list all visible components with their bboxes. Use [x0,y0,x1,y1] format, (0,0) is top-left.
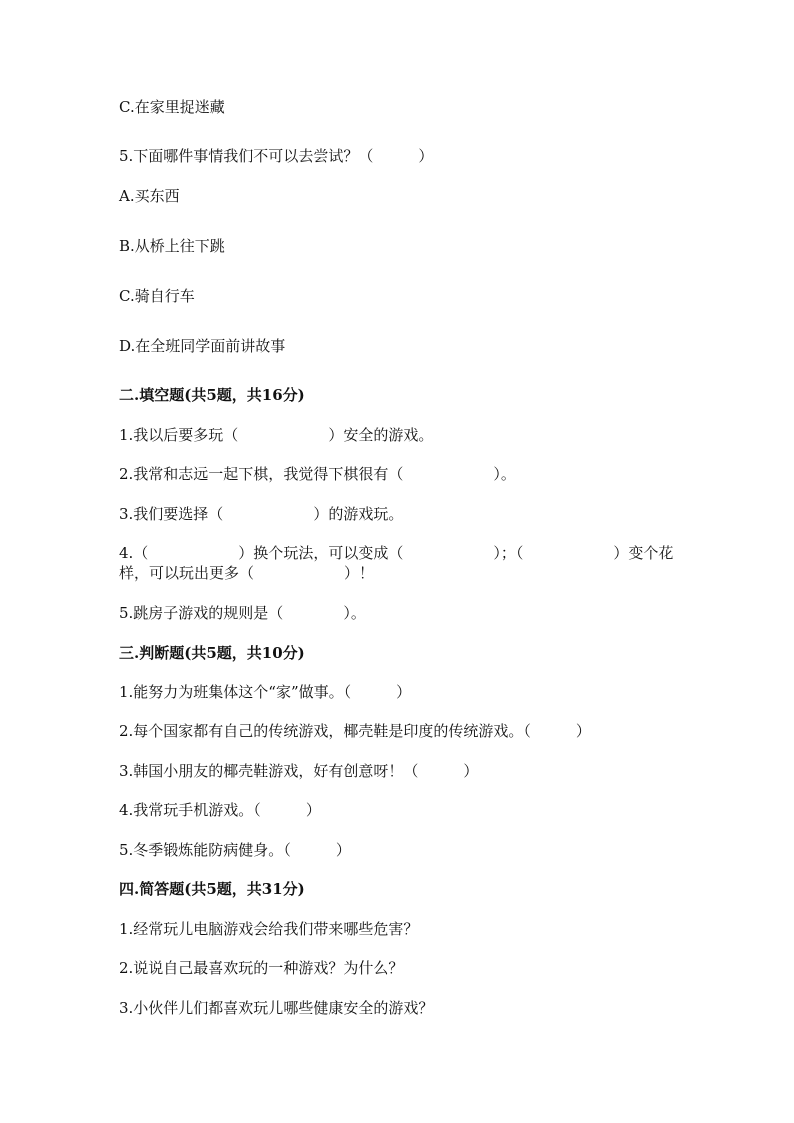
true-false-item-4: 4.我常玩手机游戏。（ ） [119,801,321,819]
short-answer-item-2: 2.说说自己最喜欢玩的一种游戏？为什么？ [119,959,404,977]
q4-option-c: C.在家里捉迷藏 [119,98,225,116]
q5-option-a: A.买东西 [119,187,180,205]
q5-option-b: B.从桥上往下跳 [119,237,225,255]
q5-stem: 5.下面哪件事情我们不可以去尝试？（ ） [119,147,434,165]
short-answer-item-3: 3.小伙伴儿们都喜欢玩儿哪些健康安全的游戏？ [119,999,434,1017]
true-false-item-3: 3.韩国小朋友的椰壳鞋游戏，好有创意呀！（ ） [119,762,479,780]
q5-option-d: D.在全班同学面前讲故事 [119,337,286,355]
fill-blank-item-1: 1.我以后要多玩（ ）安全的游戏。 [119,426,434,444]
true-false-item-2: 2.每个国家都有自己的传统游戏，椰壳鞋是印度的传统游戏。（ ） [119,722,591,740]
short-answer-item-1: 1.经常玩儿电脑游戏会给我们带来哪些危害？ [119,920,419,938]
q5-option-c: C.骑自行车 [119,287,195,305]
fill-blank-item-4: 4.（ ）换个玩法，可以变成（ ）；（ ）变个花样，可以玩出更多（ ）！ [119,544,674,582]
fill-blank-item-5: 5.跳房子游戏的规则是（ ）。 [119,604,366,622]
section-heading-short-answer: 四.简答题(共5题，共31分) [119,880,305,898]
true-false-item-5: 5.冬季锻炼能防病健身。（ ） [119,841,351,859]
section-heading-fill-blank: 二.填空题(共5题，共16分) [119,386,305,404]
fill-blank-item-2: 2.我常和志远一起下棋，我觉得下棋很有（ ）。 [119,465,516,483]
fill-blank-item-3: 3.我们要选择（ ）的游戏玩。 [119,505,404,523]
section-heading-true-false: 三.判断题(共5题，共10分) [119,644,305,662]
true-false-item-1: 1.能努力为班集体这个“家”做事。（ ） [119,683,412,701]
